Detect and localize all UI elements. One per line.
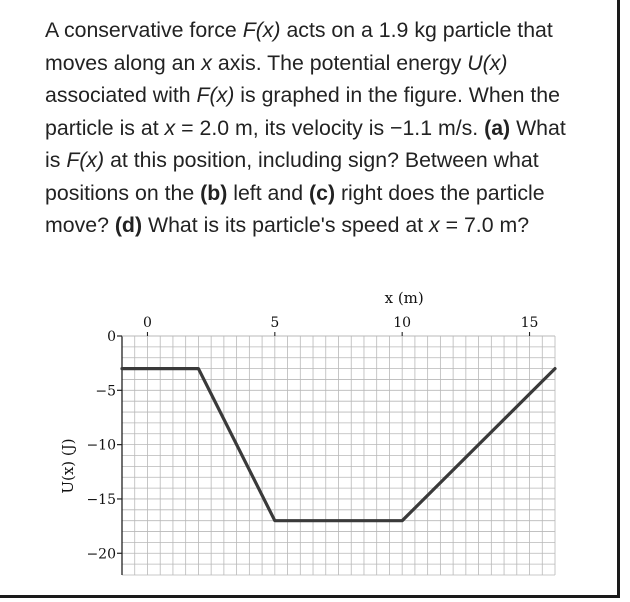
y-tick-label: −5 — [95, 383, 116, 400]
x-tick-label: 0 — [143, 315, 152, 331]
y-tick-label: 0 — [107, 329, 116, 345]
x-axis-label: x (m) — [384, 289, 424, 307]
chart-grid — [122, 336, 555, 575]
x-tick-label: 10 — [393, 315, 412, 331]
y-tick-label: −10 — [86, 437, 116, 454]
y-tick-label: −15 — [86, 491, 116, 508]
problem-statement: A conservative force F(x) acts on a 1.9 kg particle that moves along an x axis. The potential energy U(x) associated with F(x) is graphed in the figure. When the particle is at x = 2.0 m, its velocity is −1.1 m/s. (a) What is F(x) at this position, including sign? Between what positions on the (b) left and (c) right does the particle move? (d) What is its particle's speed at x = 7.0 m? — [45, 18, 566, 237]
y-tick-label: −20 — [86, 546, 116, 563]
x-tick-label: 5 — [270, 315, 280, 331]
y-axis-label: U(x) (J) — [59, 438, 77, 494]
x-tick-label: 15 — [520, 315, 539, 331]
